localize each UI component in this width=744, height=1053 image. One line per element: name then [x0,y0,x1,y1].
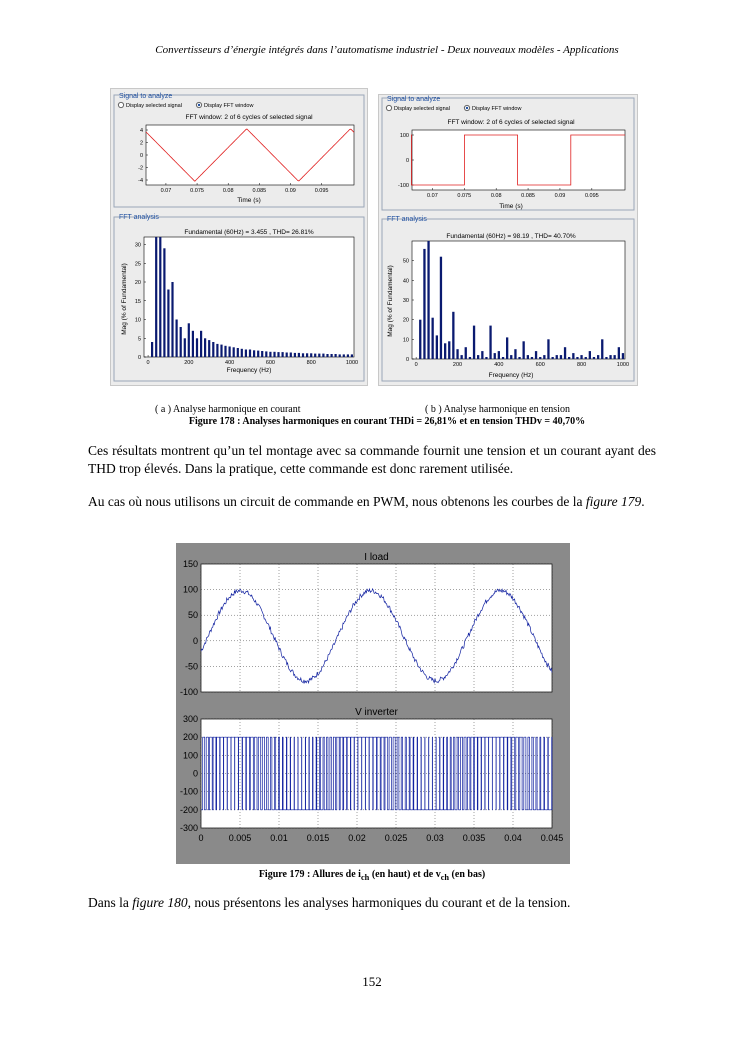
fft-bar [481,351,483,359]
fft-bar [593,357,595,359]
v-inverter-y-tick-label: -100 [179,786,198,797]
radio-selected-signal-label: Display selected signal [126,103,182,109]
fft-bar [465,347,467,359]
fft-bar [448,341,450,359]
fft-bar [326,354,328,357]
fft-bar [257,351,259,357]
y-tick-label: 4 [139,128,143,134]
fft-bar [456,349,458,359]
fft-bar [506,337,508,359]
figure-179-reference: figure 179 [585,494,642,509]
x-tick-label: 0.095 [314,188,329,194]
y-tick-label: 10 [134,317,141,324]
x-tick-label: 0.085 [521,193,535,199]
y-tick-label: 25 [134,261,141,268]
fft-bar [440,257,442,359]
v-inverter-trace [201,737,552,810]
v-inverter-y-tick-label: 300 [182,714,198,724]
fft-group-label: FFT analysis [119,214,159,221]
signal-plot-title: FFT window: 2 of 6 cycles of selected signal [447,119,575,126]
fft-bar [196,338,198,357]
fft-bar [518,357,520,359]
fft-bar [556,355,558,359]
fft-bar [601,339,603,359]
radio-fft-window-label: Display FFT window [472,106,522,112]
radio-selected-signal[interactable] [118,102,123,107]
fft-bar [298,353,300,357]
caption-179-sub1: ch [360,873,370,882]
y-tick-label: 40 [402,278,409,285]
v-inverter-y-tick-label: 200 [182,732,198,743]
fft-bar [552,357,554,359]
figure-179 [176,543,570,864]
fft-bar [614,355,616,359]
caption-179-prefix: Figure 179 : Allures de i [258,869,361,880]
x-tick-label: 1000 [345,360,359,366]
fft-bar [294,353,296,357]
y-tick-label: 50 [402,258,409,265]
x-tick-label: 0.09 [285,188,296,194]
y-tick-label: 0 [139,153,143,159]
fft-bar [216,344,218,357]
fft-panel-voltage [378,94,638,386]
fft-bar [282,352,284,357]
fft-bar [220,345,222,357]
fft-bar [351,354,353,357]
fft-bar [245,350,247,358]
fft-bar [498,351,500,359]
fft-bar [253,350,255,357]
x-tick-label: 0 [414,362,418,368]
y-tick-label: -2 [138,165,143,172]
fft-bar [200,331,202,357]
fft-bar [212,342,214,357]
fft-bar [155,237,157,357]
fft-bar [208,340,210,357]
fft-panel-voltage-svg [379,95,637,385]
fft-bar [452,312,454,359]
y-tick-label: 15 [134,298,141,305]
fft-bar [568,357,570,359]
y-tick-label: 0 [137,355,141,361]
v-inverter-y-tick-label: -200 [179,804,198,815]
fft-bar [585,357,587,359]
running-header: Convertisseurs d’énergie intégrés dans l’automatisme industriel - Deux nouveaux modèles - Applications [155,44,619,56]
fft-plot-title: Fundamental (60Hz) = 98.19 , THD= 40.70% [446,233,576,240]
fft-group-label: FFT analysis [387,216,427,223]
i-load-y-tick-label: 150 [182,559,198,569]
y-tick-label: -4 [138,178,143,184]
fft-bar [286,353,288,358]
signal-group-label: Signal to analyze [387,96,441,103]
x-tick-label: 0 [198,833,204,843]
x-tick-label: 0.075 [457,193,472,199]
fft-bar [188,323,190,357]
fft-bar [432,318,434,359]
fft-panel-current [110,88,368,386]
x-tick-label: 0.075 [190,188,204,194]
fft-bar [237,348,239,357]
caption-179-mid: (en haut) et de v [369,869,441,880]
i-load-title: I load [364,552,389,563]
fft-ylabel: Mag (% of Fundamental) [387,265,394,337]
fft-bar [347,354,349,357]
subcaption-a: ( a ) Analyse harmonique en courant [155,404,301,415]
x-tick-label: 0.095 [584,193,599,199]
figure-179-svg [176,543,570,864]
fft-bar [576,357,578,359]
x-tick-label: 200 [184,360,194,366]
i-load-axes [201,564,552,692]
figure-178-caption: Figure 178 : Analyses harmoniques en courant THDi = 26,81% et en tension THDv = 40,70% [188,416,586,427]
fft-bar [572,353,574,359]
x-tick-label: 0.07 [160,188,172,194]
fft-bar [159,237,161,357]
signal-xlabel: Time (s) [237,197,261,204]
x-tick-label: 800 [306,360,316,366]
fft-bar [306,353,308,357]
signal-plot-current [138,125,354,194]
fft-bar [427,241,429,359]
fft-bar [543,355,545,359]
y-tick-label: -100 [397,183,409,189]
fft-bar [494,353,496,359]
fft-bar [485,357,487,359]
fft-bar [241,349,243,357]
subcaption-b: ( b ) Analyse harmonique en tension [425,404,570,415]
fft-bar [261,351,263,357]
x-tick-label: 0.09 [554,193,566,199]
x-tick-label: 0.04 [504,833,522,843]
fft-bar [233,347,235,357]
paragraph-3-end: , nous présentons les analyses harmoniques du courant et de la tension. [187,895,571,910]
fft-bar [163,248,165,357]
fft-bar [204,338,206,357]
fft-bar [229,347,231,358]
radio-fft-window-label: Display FFT window [204,103,254,109]
caption-179-suffix: (en bas) [449,869,486,880]
x-tick-label: 0.045 [540,833,564,843]
fft-xlabel: Frequency (Hz) [488,372,534,379]
v-inverter-title: V inverter [355,707,398,718]
x-tick-label: 1000 [616,362,630,368]
figure-179-caption [0,869,744,882]
y-tick-label: 5 [137,336,141,343]
i-load-y-tick-label: -50 [184,661,198,672]
i-load-y-tick-label: 50 [187,610,198,621]
y-tick-label: 10 [402,337,409,344]
fft-bar [527,355,529,359]
fft-bar [560,355,562,359]
v-inverter-y-tick-label: -300 [179,823,198,833]
paragraph-3-text: Dans la [88,895,133,910]
paragraph-2 [88,493,656,511]
fft-bar [180,327,182,357]
fft-bar-chart-current [135,237,358,366]
signal-axes [146,125,354,185]
radio-selected-signal-label: Display selected signal [394,106,450,112]
i-load-y-tick-label: 0 [192,635,198,646]
fft-bar [184,338,186,357]
fft-bar [502,357,504,359]
fft-bar [589,351,591,359]
x-tick-label: 0.03 [426,833,444,843]
fft-bar [269,352,271,357]
fft-bar [531,357,533,359]
fft-bar [419,320,421,359]
paragraph-3 [88,894,656,912]
x-tick-label: 0 [146,360,150,366]
radio-selected-signal[interactable] [386,105,391,110]
y-tick-label: 100 [399,133,409,139]
paragraph-2-end: . [641,494,645,509]
fft-bar [171,282,173,357]
y-tick-label: 20 [134,280,141,286]
fft-bar [339,354,341,357]
fft-bar [609,355,611,359]
fft-bar [597,355,599,359]
signal-axes [412,130,625,190]
x-tick-label: 0.02 [348,833,366,843]
fft-bar [477,355,479,359]
signal-plot-voltage [398,130,625,199]
x-tick-label: 0.08 [222,188,234,194]
caption-179-sub2: ch [440,873,450,882]
signal-plot-title: FFT window: 2 of 6 cycles of selected signal [185,114,313,121]
signal-xlabel: Time (s) [499,203,523,210]
fft-bar [622,353,624,359]
fft-bar [605,357,607,359]
fft-bar [514,349,516,359]
x-tick-label: 0.08 [490,193,502,199]
x-tick-label: 600 [535,362,545,368]
fft-bar-chart-voltage [403,241,629,368]
fft-bar [436,335,438,359]
fft-bar [335,354,337,357]
y-tick-label: 30 [402,298,409,304]
fft-axes [412,241,625,359]
fft-bar [314,354,316,357]
fft-bar [539,357,541,359]
x-tick-label: 400 [494,362,504,368]
x-tick-label: 0.035 [462,833,486,843]
fft-ylabel: Mag (% of Fundamental) [121,263,128,335]
fft-bar [265,351,267,357]
fft-bar [618,347,620,359]
fft-bar [318,354,320,357]
radio-fft-window-dot [466,107,468,109]
fft-xlabel: Frequency (Hz) [226,367,272,374]
fft-bar [331,354,333,357]
fft-bar [547,339,549,359]
fft-bar [489,326,491,359]
x-tick-label: 0.085 [252,188,267,194]
v-inverter-y-tick-label: 0 [192,768,198,779]
fft-bar [167,290,169,358]
fft-bar [423,249,425,359]
y-tick-label: 20 [402,317,409,324]
fft-bar [535,351,537,359]
radio-fft-window-dot [198,104,200,106]
x-tick-label: 400 [225,360,235,366]
y-tick-label: 0 [405,357,409,363]
figure-180-reference: figure 180 [132,895,188,910]
fft-bar [273,352,275,357]
fft-bar [151,342,153,357]
x-tick-label: 800 [576,362,587,368]
figure-179-plots [180,552,563,843]
x-tick-label: 600 [265,360,276,366]
signal-group-label: Signal to analyze [119,93,173,100]
x-tick-label: 0.07 [427,193,438,199]
y-tick-label: 0 [405,158,409,164]
fft-bar [176,320,178,358]
v-inverter-y-tick-label: 100 [182,750,198,761]
paragraph-1: Ces résultats montrent qu’un tel montage avec sa commande fournit une tension et un courant ayant des THD trop élevés. Dans la pratique, cette commande est donc rarement utilisée. [88,443,656,476]
fft-plot-title: Fundamental (60Hz) = 3.455 , THD= 26.81% [184,229,314,236]
fft-bar [523,341,525,359]
fft-bar [290,353,292,358]
fft-bar [473,326,475,359]
fft-bar [192,331,194,357]
fft-bar [564,347,566,359]
fft-bar [310,353,312,357]
fft-bar [461,355,463,359]
x-tick-label: 0.01 [270,833,288,843]
fft-panel-current-svg [111,89,367,385]
fft-bar [580,355,582,359]
x-tick-label: 0.015 [306,833,330,843]
fft-bar [302,353,304,357]
fft-bar [343,354,345,357]
fft-bar [277,352,279,357]
y-tick-label: 2 [139,140,143,147]
fft-bar [444,343,446,359]
fft-bar [249,350,251,358]
x-tick-label: 0.025 [384,833,408,843]
i-load-y-tick-label: -100 [179,687,198,697]
fft-bar [510,355,512,359]
paragraph-2-text: Au cas où nous utilisons un circuit de commande en PWM, nous obtenons les courbes de la [88,494,586,509]
x-tick-label: 200 [452,362,463,368]
i-load-y-tick-label: 100 [182,584,198,595]
y-tick-label: 30 [134,242,141,249]
page-number: 152 [362,974,382,989]
fft-bar [322,354,324,357]
x-tick-label: 0.005 [228,833,252,843]
fft-bar [224,346,226,357]
fft-bar [469,357,471,359]
